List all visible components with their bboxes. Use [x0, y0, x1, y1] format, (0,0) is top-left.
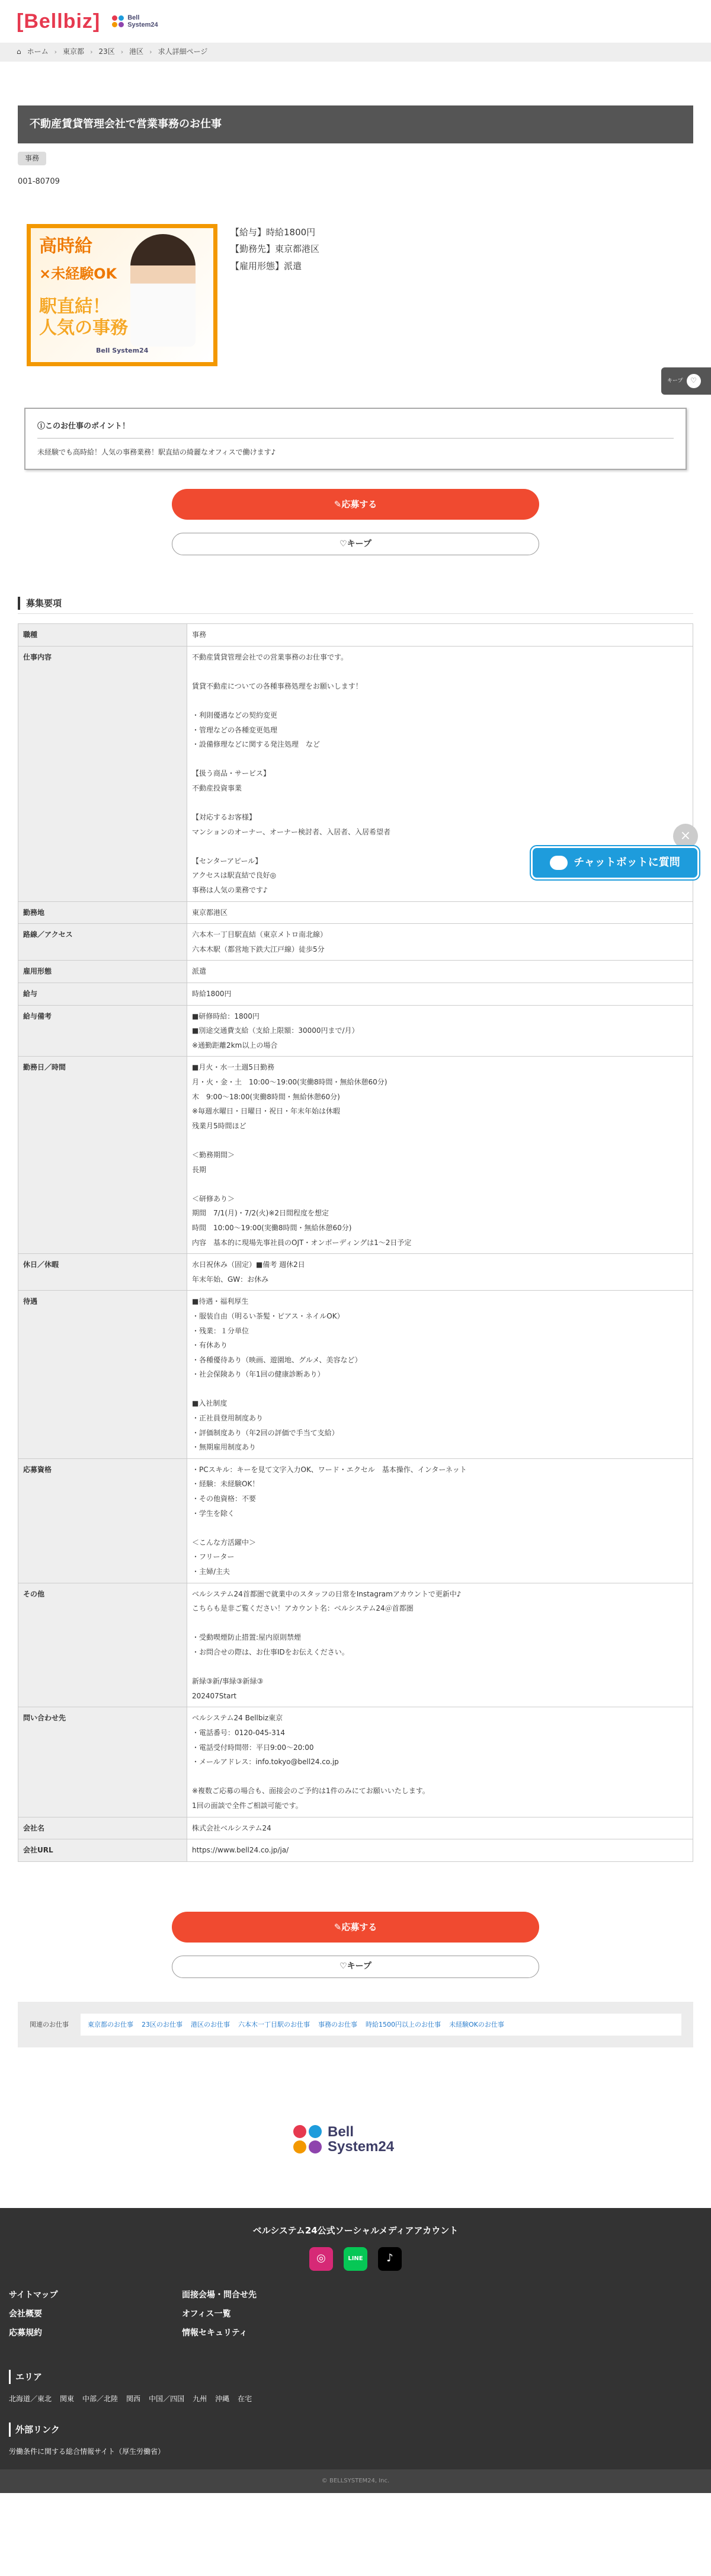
related-jobs [18, 2002, 693, 2048]
keep-button-bottom[interactable] [172, 1956, 539, 1978]
banner-logo: Bell System24 [96, 347, 149, 355]
home-icon: ⌂ [17, 47, 21, 56]
related-link[interactable]: 23区のお仕事 [142, 2020, 182, 2028]
keep-side-tab[interactable] [661, 367, 711, 395]
copyright: © BELLSYSTEM24, Inc. [0, 2469, 711, 2493]
requirement-value: ベルシステム24首都圏で就業中のスタッフの日常をInstagramアカウントで更新中♪ こちらも是非ご覧ください！アカウント名：ベルシステム24＠首都圏 ・受動喫煙防止措置:屋内原則禁煙 ・お問合せの際は、お仕事IDをお伝えください。 新緑③新/事緑③新緑③ 202407Start [187, 1583, 693, 1707]
summary-location: 【勤務先】東京都港区 [230, 244, 320, 255]
site-footer [0, 2208, 711, 2470]
requirement-value: ベルシステム24 Bellbiz東京 ・電話番号：0120-045-314 ・電話受付時間帯：平日9:00〜20:00 ・メールアドレス：info.tokyo@bell24.co.jp ※複数ご応募の場合も、面接会のご予約は1件のみにてお願いいたします。 1回の面談で全件ご相談可能です。 [187, 1707, 693, 1817]
related-links [81, 2014, 681, 2036]
instagram-icon[interactable]: ◎ [309, 2247, 333, 2271]
requirement-row [18, 1707, 693, 1817]
related-link[interactable]: 事務のお仕事 [318, 2020, 357, 2028]
section-divider [18, 613, 693, 614]
footer-link-interview-venues[interactable]: 面接会場・問合せ先 [182, 2290, 257, 2300]
footer-link-security[interactable]: 情報セキュリティ [182, 2328, 248, 2338]
apply-icon: ✎ [334, 1921, 342, 1932]
requirement-row [18, 1005, 693, 1057]
requirement-value: ■研修時給：1800円 ■別途交通費支給（支給上限額：30000円まで/月） ※通勤距離2km以上の場合 [187, 1005, 693, 1057]
area-link[interactable]: 中国／四国 [149, 2394, 185, 2403]
related-link[interactable]: 港区のお仕事 [191, 2020, 230, 2028]
requirement-value: 株式会社ベルシステム24 [187, 1817, 693, 1839]
footer-link-offices[interactable]: オフィス一覧 [182, 2309, 231, 2319]
bellbiz-logo[interactable]: [Bellbiz] [17, 9, 101, 33]
logo-dots-icon [112, 15, 124, 27]
logo-line2: System24 [127, 21, 158, 28]
requirement-row [18, 961, 693, 983]
summary-employment-type: 【雇用形態】派遣 [230, 260, 302, 271]
area-list [0, 2384, 711, 2405]
area-link[interactable]: 中部／北陸 [82, 2394, 118, 2403]
external-links-title: 外部リンク [9, 2423, 702, 2437]
tiktok-icon[interactable]: ♪ [378, 2247, 402, 2271]
related-label: 関連のお仕事 [30, 2020, 69, 2028]
requirement-value: ・PCスキル：キーを見て文字入力OK、ワード・エクセル 基本操作、インターネット ・経験：未経験OK！ ・その他資格：不要 ・学生を除く ＜こんな方活躍中＞ ・フリーター ・主婦/主夫 [187, 1458, 693, 1583]
requirement-label: 勤務日／時間 [18, 1057, 187, 1254]
requirement-label: 応募資格 [18, 1458, 187, 1583]
chat-bubble-icon [550, 856, 568, 870]
related-link[interactable]: 六本木一丁目駅のお仕事 [238, 2020, 310, 2028]
keep-button-icon: ♡ [340, 1961, 347, 1972]
requirement-label: 給与備考 [18, 1005, 187, 1057]
footer-logo-line2: System24 [328, 2139, 395, 2155]
related-link[interactable]: 東京都のお仕事 [88, 2020, 133, 2028]
requirement-value: https://www.bell24.co.jp/ja/ [187, 1839, 693, 1862]
banner-line3: 駅直結！ [39, 296, 110, 317]
job-summary [18, 224, 693, 366]
footer-links [0, 2271, 711, 2340]
job-title: 不動産賃貸管理会社で営業事務のお仕事 [18, 105, 693, 143]
requirement-value: 東京都港区 [187, 901, 693, 924]
requirement-value: 事務 [187, 623, 693, 646]
chatbot-label: チャットボットに質問 [574, 856, 680, 869]
requirement-row [18, 1458, 693, 1583]
banner-line4: 人気の事務 [39, 317, 128, 338]
requirement-value: 時給1800円 [187, 983, 693, 1006]
requirements-title: 募集要項 [18, 597, 693, 610]
external-link-mhlw[interactable]: 労働条件に関する総合情報サイト（厚生労働省） [9, 2447, 165, 2456]
footer-logo-line1: Bell [328, 2124, 354, 2140]
area-link[interactable]: 関西 [126, 2394, 141, 2403]
area-link[interactable]: 沖縄 [215, 2394, 230, 2403]
breadcrumb-separator-icon: › [90, 48, 93, 56]
requirement-label: 会社URL [18, 1839, 187, 1862]
requirement-row [18, 1583, 693, 1707]
points-text: 未経験でも高時給！人気の事務業務！駅直結の綺麗なオフィスで働けます♪ [37, 447, 276, 456]
sns-list [0, 2247, 711, 2271]
requirement-value: 六本木一丁目駅直結（東京メトロ南北線） 六本木駅（都営地下鉄大江戸線）徒歩5分 [187, 924, 693, 961]
related-link[interactable]: 未経験OKのお仕事 [449, 2020, 504, 2028]
requirement-value: 水日祝休み（固定）■備考 週休2日 年末年始、GW：お休み [187, 1254, 693, 1291]
related-link[interactable]: 時給1500円以上のお仕事 [366, 2020, 441, 2028]
points-icon: ⓘ [37, 421, 46, 431]
banner-line2: ×未経験OK [39, 265, 117, 282]
requirement-row [18, 924, 693, 961]
keep-icon: ♡ [687, 374, 701, 388]
keep-label: キープ [347, 1961, 371, 1972]
requirement-label: 路線／アクセス [18, 924, 187, 961]
area-link[interactable]: 北海道／東北 [9, 2394, 52, 2403]
area-link[interactable]: 在宅 [238, 2394, 252, 2403]
keep-side-label: キープ [667, 377, 683, 384]
footer-link-sitemap[interactable]: サイトマップ [9, 2290, 58, 2300]
requirement-label: 問い合わせ先 [18, 1707, 187, 1817]
breadcrumb-minato[interactable]: 港区 [129, 47, 144, 56]
requirement-label: 勤務地 [18, 901, 187, 924]
apply-button-bottom[interactable] [172, 1912, 539, 1943]
requirement-label: 給与 [18, 983, 187, 1006]
job-category-tag: 事務 [18, 152, 46, 165]
requirement-row [18, 623, 693, 646]
footer-link-terms[interactable]: 応募規約 [9, 2328, 42, 2338]
apply-icon: ✎ [334, 498, 342, 510]
requirement-row [18, 1057, 693, 1254]
main-content [18, 105, 693, 2047]
breadcrumb [0, 43, 711, 62]
requirement-label: 雇用形態 [18, 961, 187, 983]
logo-line1: Bell [127, 14, 140, 21]
job-banner-image [27, 224, 217, 366]
breadcrumb-separator-icon: › [54, 48, 57, 56]
breadcrumb-home[interactable]: ホーム [27, 47, 49, 56]
requirement-label: 休日／休暇 [18, 1254, 187, 1291]
chatbot-close-button[interactable]: × [673, 824, 698, 849]
requirement-row [18, 1291, 693, 1459]
breadcrumb-tokyo[interactable]: 東京都 [63, 47, 85, 56]
requirement-row [18, 901, 693, 924]
requirement-label: 職種 [18, 623, 187, 646]
requirement-label: 会社名 [18, 1817, 187, 1839]
sns-title: ベルシステム24公式ソーシャルメディアアカウント [252, 2225, 459, 2236]
job-number: 001-80709 [18, 177, 60, 187]
requirement-row [18, 983, 693, 1006]
requirement-label: 仕事内容 [18, 646, 187, 901]
requirement-value: ■待遇・福利厚生 ・服装自由（明るい茶髪・ピアス・ネイルOK） ・残業：１分単位 ・有休あり ・各種優待あり（映画、遊園地、グルメ、美容など） ・社会保険あり（年1回の健康診断あり） ■入社制度 ・正社員登用制度あり ・評価制度あり（年2回の評価で手当て支給） ・無期雇用制度あり [187, 1291, 693, 1459]
apply-label: 応募する [341, 1921, 377, 1932]
job-points-box [24, 408, 687, 470]
points-heading: このお仕事のポイント！ [45, 421, 130, 431]
footer-logo[interactable] [293, 2124, 418, 2154]
breadcrumb-23ku[interactable]: 23区 [98, 47, 115, 56]
breadcrumb-separator-icon: › [149, 48, 152, 56]
summary-salary: 【給与】時給1800円 [230, 226, 316, 238]
keep-button-icon: ♡ [340, 539, 347, 549]
breadcrumb-current: 求人詳細ページ [158, 47, 208, 56]
requirement-row [18, 1839, 693, 1862]
footer-link-company[interactable]: 会社概要 [9, 2309, 42, 2319]
bellsystem24-logo[interactable] [112, 14, 158, 28]
area-link[interactable]: 関東 [60, 2394, 75, 2403]
line-icon[interactable]: LINE [344, 2247, 367, 2271]
logo-dots-icon [293, 2125, 322, 2153]
woman-image [130, 234, 196, 347]
site-header [0, 0, 711, 43]
area-link[interactable]: 九州 [193, 2394, 207, 2403]
requirement-value: ■月火・水一土週5日勤務 月・火・金・土 10:00〜19:00(実働8時間・無給休憩60分) 木 9:00〜18:00(実働8時間・無給休憩60分) ※毎週水曜日・日曜日・祝日・年末年始は休暇 残業月5時間ほど ＜勤務期間＞ 長期 ＜研修あり＞ 期間 7/1(月)・7/2(火)※2日間程度を想定 時間 10:00〜19:00(実働8時間・無給休憩60分) 内容 基本的に現場先事社員のOJT・オンボーディングは1〜2日予定 [187, 1057, 693, 1254]
breadcrumb-separator-icon: › [120, 48, 124, 56]
requirement-label: その他 [18, 1583, 187, 1707]
requirement-value: 派遣 [187, 961, 693, 983]
banner-line1: 高時給 [39, 235, 92, 257]
apply-label: 応募する [341, 498, 377, 510]
keep-label: キープ [347, 539, 371, 549]
requirement-label: 待遇 [18, 1291, 187, 1459]
apply-button[interactable] [172, 489, 539, 520]
keep-button[interactable] [172, 533, 539, 555]
chatbot-button[interactable] [531, 846, 699, 879]
requirement-row [18, 1817, 693, 1839]
requirement-row [18, 1254, 693, 1291]
area-title: エリア [9, 2370, 702, 2384]
summary-info [230, 224, 319, 366]
requirement-value: 不動産賃貸管理会社での営業事務のお仕事です。 賃貸不動産についての各種事務処理をお願いします！ ・利則優遇などの契約変更 ・管理などの各種変更処理 ・設備修理などに関する発注処理 など 【扱う商品・サービス】 不動産投資事業 【対応するお客様】 マンションのオーナー、オーナー検討者、入居者、入居希望者 【センターアピール】 アクセスは駅直結で良好◎ 事務は人気の業務です♪ [187, 646, 693, 901]
requirements-table [18, 623, 693, 1862]
